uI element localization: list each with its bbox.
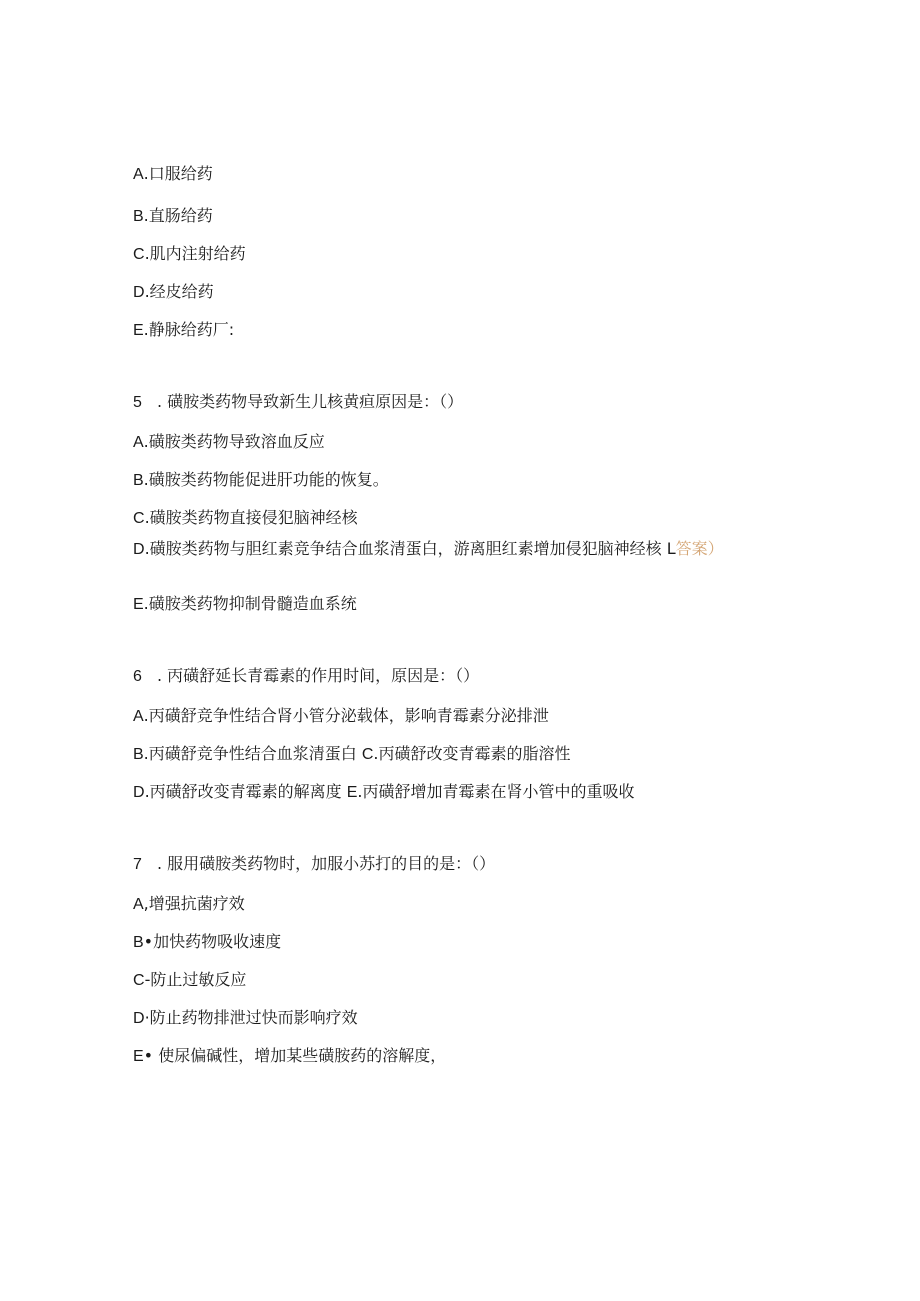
option-letter: A [133, 166, 144, 183]
option-text: 肌内注射给药 [149, 244, 246, 263]
option-d: D.经皮给药 [133, 282, 214, 301]
question-text: . 磺胺类药物导致新生儿核黄疸原因是：（） [157, 392, 464, 411]
option-text: 丙磺舒竞争性结合肾小管分泌载体，影响青霉素分泌排泄 [148, 706, 549, 725]
option-text: 经皮给药 [149, 282, 214, 301]
option-text: 丙磺舒改变青霉素的脂溶性 [378, 744, 571, 763]
q7-option-e: E• 使尿偏碱性，增加某些磺胺药的溶解度， [133, 1046, 447, 1065]
question-text: . 服用磺胺类药物时，加服小苏打的目的是：（） [157, 854, 496, 873]
option-text: 磺胺类药物抑制骨髓造血系统 [148, 594, 357, 613]
option-e: E.静脉给药厂: [133, 320, 235, 339]
q5-option-a: A.磺胺类药物导致溶血反应 [133, 432, 325, 451]
answer-marker: 答案） [675, 539, 724, 558]
question-7-stem [133, 854, 495, 875]
option-text: 口服给药 [148, 164, 213, 183]
option-letter: B [133, 208, 144, 225]
question-number: 5 [133, 394, 142, 411]
option-text: 加快药物吸收速度 [153, 932, 282, 951]
option-a: A.口服给药 [133, 164, 213, 183]
option-text: 磺胺类药物能促进肝功能的恢复。 [148, 470, 389, 489]
option-text: 防止过敏反应 [150, 970, 247, 989]
option-text: 丙磺舒改变青霉素的解离度 [149, 782, 347, 801]
q6-option-b-c: B.丙磺舒竞争性结合血浆清蛋白 C.丙磺舒改变青霉素的脂溶性 [133, 744, 571, 763]
q7-option-b: B•加快药物吸收速度 [133, 932, 282, 951]
option-text: 丙磺舒增加青霉素在肾小管中的重吸收 [362, 782, 635, 801]
q6-option-a: A.丙磺舒竞争性结合肾小管分泌载体，影响青霉素分泌排泄 [133, 706, 549, 725]
option-text: 丙磺舒竞争性结合血浆清蛋白 [148, 744, 362, 763]
option-text: 磺胺类药物直接侵犯脑神经核 [149, 508, 358, 527]
option-text: 使尿偏碱性，增加某些磺胺药的溶解度， [158, 1046, 447, 1065]
question-text: . 丙磺舒延长青霉素的作用时间，原因是：（） [157, 666, 480, 685]
option-letter: C [133, 246, 145, 263]
q7-option-c: C-防止过敏反应 [133, 970, 247, 989]
q6-option-d-e: D.丙磺舒改变青霉素的解离度 E.丙磺舒增加青霉素在肾小管中的重吸收 [133, 782, 635, 801]
q5-option-e: E.磺胺类药物抑制骨髓造血系统 [133, 594, 357, 613]
question-number: 6 [133, 668, 142, 685]
question-number: 7 [133, 856, 142, 873]
q7-option-a: A,增强抗菌疗效 [133, 894, 245, 913]
option-text: 防止药物排泄过快而影响疗效 [149, 1008, 358, 1027]
question-6-stem [133, 666, 479, 687]
option-b: B.直肠给药 [133, 206, 213, 225]
q5-option-d: D.磺胺类药物与胆红素竞争结合血浆清蛋白，游离胆红素增加侵犯脑神经核 L答案） [133, 539, 724, 558]
option-text: 磺胺类药物与胆红素竞争结合血浆清蛋白，游离胆红素增加侵犯脑神经核 L [149, 539, 676, 558]
q5-option-b: B.磺胺类药物能促进肝功能的恢复。 [133, 470, 389, 489]
option-text: 直肠给药 [148, 206, 213, 225]
q7-option-d: D·防止药物排泄过快而影响疗效 [133, 1008, 358, 1027]
option-letter: D [133, 284, 145, 301]
question-5-stem [133, 392, 463, 413]
option-text: 磺胺类药物导致溶血反应 [148, 432, 325, 451]
option-text: 静脉给药厂: [148, 320, 235, 339]
option-c: C.肌内注射给药 [133, 244, 246, 263]
q5-option-c: C.磺胺类药物直接侵犯脑神经核 [133, 508, 358, 527]
option-text: 增强抗菌疗效 [148, 894, 245, 913]
option-letter: E [133, 322, 144, 339]
